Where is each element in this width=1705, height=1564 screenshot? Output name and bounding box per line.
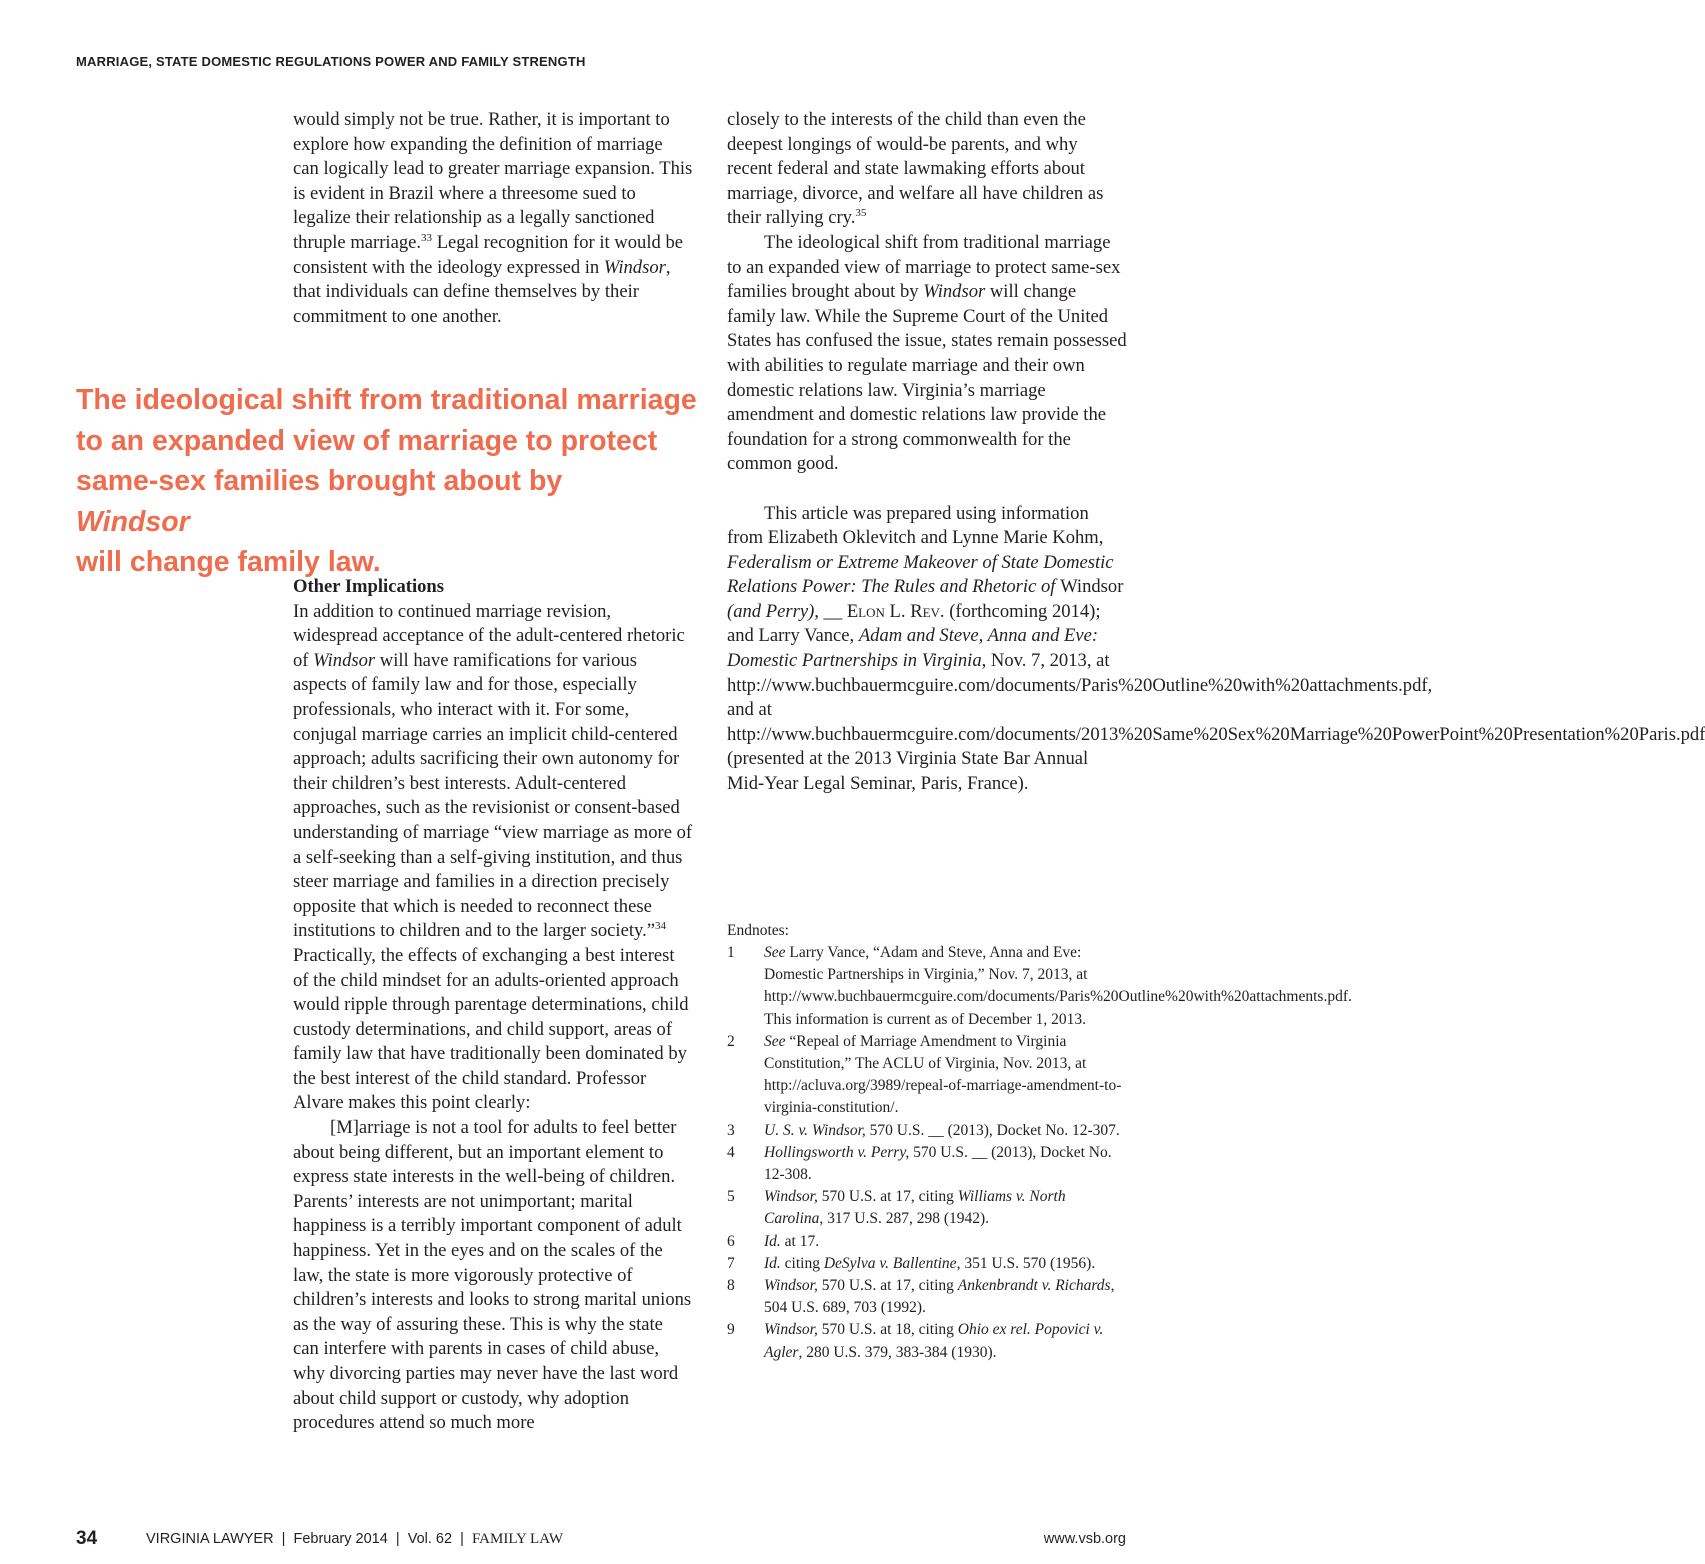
endnote-4: 4 Hollingsworth v. Perry, 570 U.S. __ (2013), Docket No. 12-308. bbox=[727, 1143, 1112, 1184]
endnote-5: 5 Windsor, 570 U.S. at 17, citing Williams v. North Carolina, 317 U.S. 287, 298 (1942). bbox=[727, 1188, 1066, 1228]
running-head: MARRIAGE, STATE DOMESTIC REGULATIONS POWER AND FAMILY STRENGTH bbox=[76, 54, 586, 69]
endnotes-section bbox=[727, 920, 1352, 1364]
subhead-other-implications: Other Implications bbox=[293, 576, 444, 597]
left-paragraph-1: would simply not be true. Rather, it is important to explore how expanding the definition of marriage can logically lead to greater marriage expansion. This is evident in Brazil where a threesome sued to legalize their relationship as a legally sanctioned thruple marriage.$^{33}$ Legal recognition for it would be consistent with the ideology expressed in Windsor, that individuals can define themselves by their commitment to one another. bbox=[293, 109, 693, 327]
endnote-2: 2 See “Repeal of Marriage Amendment to Virginia Constitution,” The ACLU of Virginia, Nov. 2013, at http://acluva.org/3989/repeal-of-marriage-amendment-to-virginia-constitution/. bbox=[727, 1032, 1122, 1117]
left-column-lower bbox=[293, 575, 693, 1436]
endnote-1: 1 See Larry Vance, “Adam and Steve, Anna and Eve: Domestic Partnerships in Virginia,” Nov. 7, 2013, at http://www.buchbauermcguire.com/documents/Paris%20Outline%20with%20attachments.pdf. This information is current as of December 1, 2013. bbox=[727, 944, 1352, 1028]
endnote-8: 8 Windsor, 570 U.S. at 17, citing Ankenbrandt v. Richards, 504 U.S. 689, 703 (1992). bbox=[727, 1277, 1115, 1317]
right-paragraph-1: closely to the interests of the child than even the deepest longings of would-be parents, and why recent federal and state lawmaking efforts about marriage, divorce, and welfare all have children as their rallying cry.$^{35}$ bbox=[727, 109, 1104, 229]
footnote-ref-33: 33 bbox=[421, 231, 433, 244]
right-paragraph-2: The ideological shift from traditional marriage to an expanded view of marriage to protect same-sex families brought about by Windsor will change family law. While the Supreme Court of the United States has confused the issue, states remain possessed with abilities to regulate marriage and their own domestic relations law. Virginia’s marriage amendment and domestic relations law provide the foundation for a strong commonwealth for the common good. bbox=[727, 231, 1127, 475]
endnote-6: 6 Id. at 17. bbox=[727, 1232, 820, 1250]
footer bbox=[76, 1528, 1126, 1554]
endnotes-title: Endnotes: bbox=[727, 922, 789, 939]
website-link[interactable]: www.vsb.org bbox=[1043, 1531, 1126, 1547]
footnote-ref-35: 35 bbox=[855, 207, 867, 220]
footnote-ref-34: 34 bbox=[654, 920, 666, 933]
block-quote: [M]arriage is not a tool for adults to feel better about being different, but an important element to express state interests in the well-being of children. Parents’ interests are not unimportant; marital happiness is a terribly important component of adult happiness. Yet in the eyes and on the scales of the law, the state is more vigorously protective of children’s interests and looks to strong marital unions as the way of assuring these. This is why the state can interfere with parents in cases of child abuse, why divorcing parties may never have the last word about child support or custody, why adoption procedures attend so much more bbox=[293, 1117, 692, 1434]
magazine-info: VIRGINIA LAWYER | February 2014 | Vol. 62 | FAMILY LAW bbox=[146, 1531, 563, 1547]
page-number: 34 bbox=[76, 1528, 98, 1549]
left-paragraph-2: In addition to continued marriage revision, widespread acceptance of the adult-centered rhetoric of Windsor will have ramifications for various aspects of family law and for those, especially professionals, who interact with it. For some, conjugal marriage carries an implicit child-centered approach; adults sacrificing their own autonomy for their children’s best interests. Adult-centered approaches, such as the revisionist or consent-based understanding of marriage “view marriage as more of a self-seeking than a self-giving institution, and thus steer marriage and families in a direction precisely opposite that which is needed to reconnect these institutions to children and to the larger society.”$^{34}$ Practically, the effects of exchanging a best interest of the child mindset for an adults-oriented approach would ripple through parentage determinations, child custody determinations, and child support, areas of family law that have traditionally been dominated by the best interest of the child standard. Professor Alvare makes this point clearly: bbox=[293, 600, 693, 1114]
endnote-7: 7 Id. citing DeSylva v. Ballentine, 351 U.S. 570 (1956). bbox=[727, 1254, 1096, 1272]
right-column bbox=[727, 108, 1705, 797]
endnotes-list bbox=[727, 942, 1352, 1364]
endnote-3: 3 U. S. v. Windsor, 570 U.S. __ (2013), Docket No. 12-307. bbox=[727, 1121, 1120, 1139]
endnote-9: 9 Windsor, 570 U.S. at 18, citing Ohio ex rel. Popovici v. Agler, 280 U.S. 379, 383-384 (1930). bbox=[727, 1321, 1104, 1361]
pull-quote: The ideological shift from traditional marriage to an expanded view of marriage to protect same-sex families brought about by Windsor will change family law. bbox=[76, 384, 697, 578]
left-column bbox=[293, 108, 693, 329]
author-note: This article was prepared using information from Elizabeth Oklevitch and Lynne Marie Kohm, Federalism or Extreme Makeover of State Domestic Relations Power: The Rules and Rhetoric of Windsor (and Perry), __ Elon L. Rev. (forthcoming 2014); and Larry Vance, Adam and Steve, Anna and Eve: Domestic Partnerships in Virginia, Nov. 7, 2013, at http://www.buchbauermcguire.com/documents/Paris%20Outline%20with%20attachments.pdf, and at http://www.buchbauermcguire.com/documents/2013%20Same%20Sex%20Marriage%20PowerPoint%20Presentation%20Paris.pdf (presented at the 2013 Virginia State Bar Annual Mid-Year Legal Seminar, Paris, France). bbox=[727, 502, 1705, 795]
